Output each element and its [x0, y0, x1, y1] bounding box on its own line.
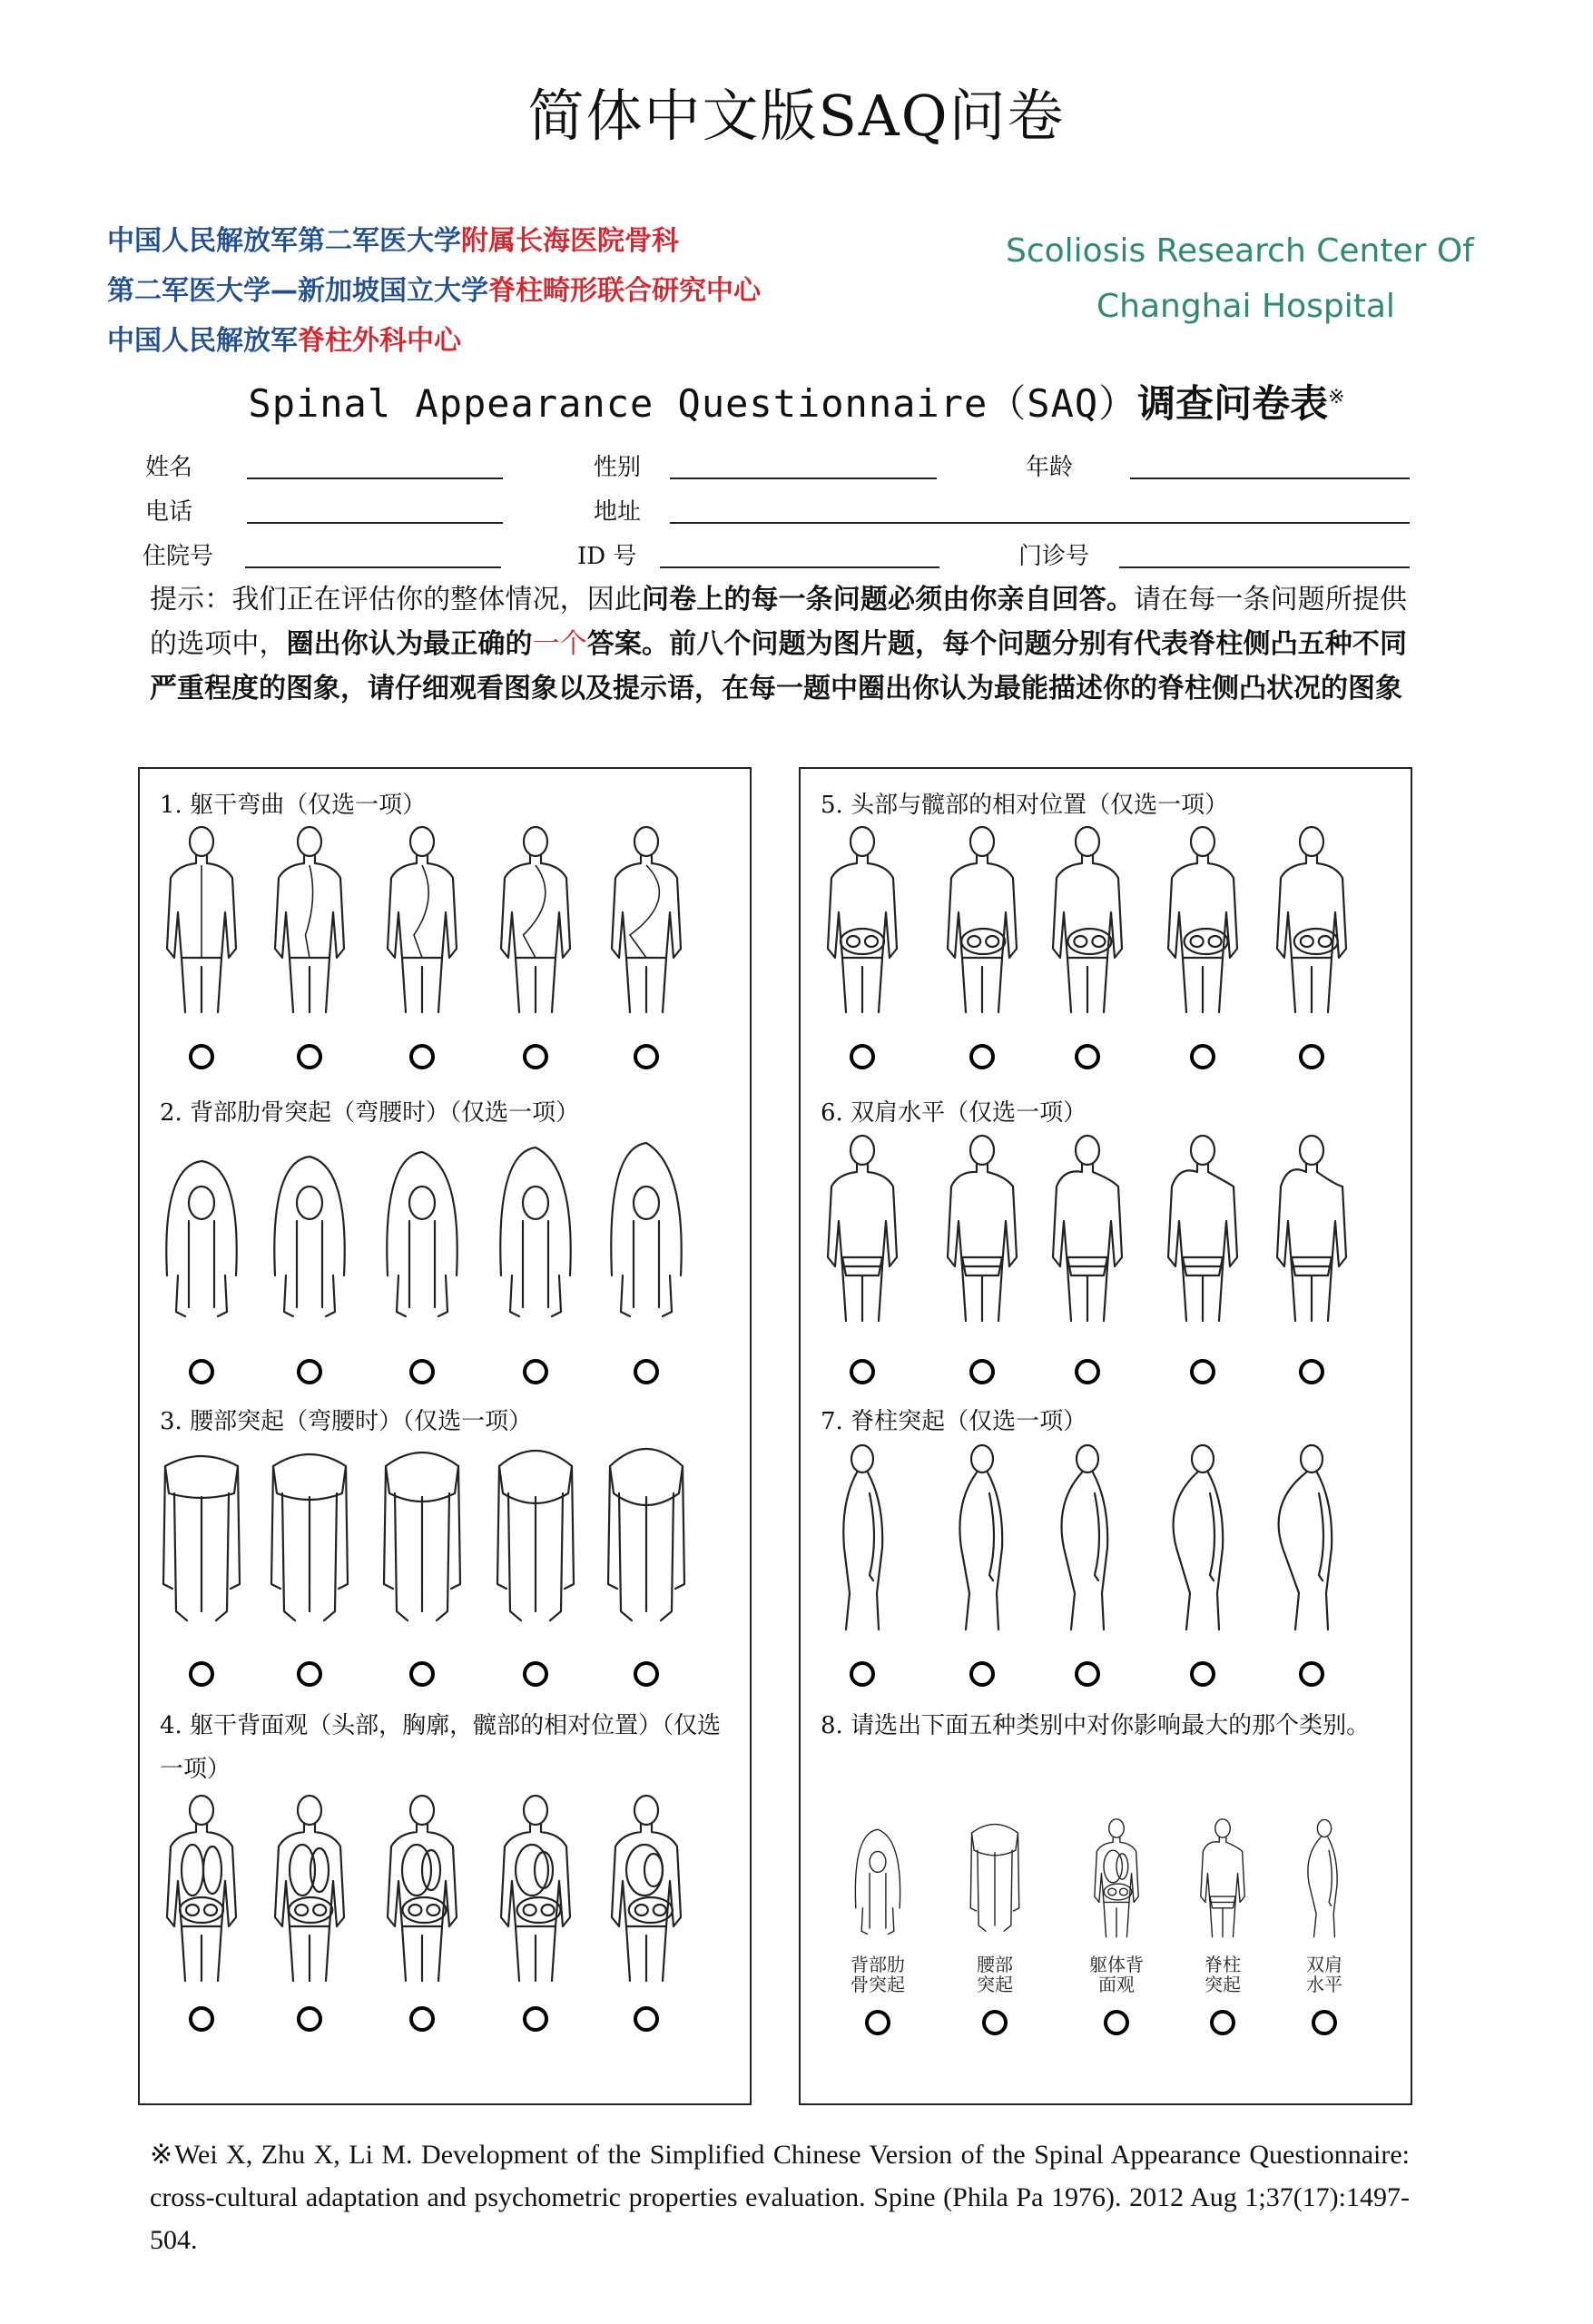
q8-category-4-line-2: 突起: [1205, 1974, 1241, 1995]
q7-option-5-radio[interactable]: [1299, 1661, 1324, 1687]
q6-figure-3: [1044, 1130, 1131, 1330]
affiliation-3-part-b: 脊柱外科中心: [298, 325, 461, 357]
id-no-label: ID 号: [577, 543, 637, 570]
q7-option-3-radio[interactable]: [1075, 1661, 1100, 1687]
q2-option-1-radio[interactable]: [189, 1359, 214, 1384]
q8-figure-2: [959, 1816, 1031, 1943]
q4-figure-4: [492, 1790, 579, 1990]
q5-option-2-radio[interactable]: [969, 1044, 995, 1069]
outpatient-no-field[interactable]: [1119, 566, 1410, 568]
q8-option-4-radio[interactable]: [1210, 2010, 1235, 2035]
q8-category-2: [954, 1955, 1036, 1994]
q1-figure-1: [158, 822, 245, 1021]
instructions-p3: 请在每一条问题所提供的选项中，: [150, 584, 1408, 660]
q5-figure-3: [1044, 822, 1131, 1021]
q8-category-1-line-1: 背部肋: [851, 1954, 905, 1975]
q5-option-5-radio[interactable]: [1299, 1044, 1324, 1069]
affiliation-1-part-b: 附属长海医院骨科: [461, 225, 679, 257]
name-field[interactable]: [247, 478, 503, 479]
q3-option-1-radio[interactable]: [189, 1661, 214, 1687]
q8-category-2-line-1: 腰部: [977, 1954, 1013, 1975]
form-title: [0, 374, 1593, 428]
q8-figure-1: [841, 1816, 914, 1943]
q4-option-5-radio[interactable]: [634, 2006, 659, 2032]
q3-option-5-radio[interactable]: [634, 1661, 659, 1687]
q8-figure-3: [1080, 1816, 1153, 1943]
q2-option-5-radio[interactable]: [634, 1359, 659, 1384]
q8-category-5: [1283, 1955, 1365, 1994]
q8-option-3-radio[interactable]: [1104, 2010, 1129, 2035]
affiliation-line-3: [107, 318, 461, 358]
address-field[interactable]: [670, 522, 1410, 524]
q8-option-1-radio[interactable]: [865, 2010, 890, 2035]
q4-figure-1: [158, 1790, 245, 1990]
age-field[interactable]: [1130, 478, 1410, 479]
q8-figure-4: [1186, 1816, 1259, 1943]
q6-option-5-radio[interactable]: [1299, 1359, 1324, 1384]
phone-field[interactable]: [247, 522, 503, 524]
q6-option-4-radio[interactable]: [1190, 1359, 1215, 1384]
q1-figure-5: [603, 822, 690, 1021]
instructions-lead: 提示：: [150, 584, 232, 615]
q7-figure-5: [1268, 1439, 1355, 1639]
q7-figure-1: [819, 1439, 906, 1639]
q4-figure-3: [379, 1790, 466, 1990]
address-label: 地址: [594, 498, 642, 526]
q2-figure-5: [603, 1130, 690, 1330]
q7-option-2-radio[interactable]: [969, 1661, 995, 1687]
q8-category-5-line-1: 双肩: [1306, 1954, 1342, 1975]
q5-figure-4: [1159, 822, 1246, 1021]
q3-figure-3: [379, 1439, 466, 1639]
q5-figure-1: [819, 822, 906, 1021]
form-title-cn: 调查问卷表: [1137, 381, 1329, 426]
q4-option-4-radio[interactable]: [523, 2006, 548, 2032]
q6-figure-5: [1268, 1130, 1355, 1330]
q8-category-3-line-1: 躯体背: [1089, 1954, 1144, 1975]
q2-figure-4: [492, 1130, 579, 1330]
question-5-title: 5. 头部与髋部的相对位置（仅选一项）: [821, 792, 1229, 819]
q8-category-4: [1182, 1955, 1264, 1994]
q4-figure-2: [266, 1790, 353, 1990]
q8-category-2-line-2: 突起: [977, 1974, 1013, 1995]
q6-option-1-radio[interactable]: [850, 1359, 875, 1384]
q6-option-2-radio[interactable]: [969, 1359, 995, 1384]
gender-field[interactable]: [670, 478, 937, 479]
q8-option-5-radio[interactable]: [1312, 2010, 1337, 2035]
q5-figure-5: [1268, 822, 1355, 1021]
question-1-title: 1. 躯干弯曲（仅选一项）: [160, 792, 427, 819]
question-4-title: 4. 躯干背面观（头部，胸廓，髋部的相对位置）（仅选一项）: [160, 1712, 722, 1783]
affiliation-2-part-a: 第二军医大学—新加坡国立大学: [107, 275, 488, 307]
q5-option-1-radio[interactable]: [850, 1044, 875, 1069]
phone-label: 电话: [145, 498, 193, 526]
question-6-title: 6. 双肩水平（仅选一项）: [821, 1099, 1087, 1127]
instructions-p2: 问卷上的每一条问题必须由你亲自回答。: [642, 584, 1135, 615]
affiliation-line-2: [107, 268, 761, 308]
q3-option-4-radio[interactable]: [523, 1661, 548, 1687]
q3-option-2-radio[interactable]: [297, 1661, 322, 1687]
q6-figure-2: [939, 1130, 1026, 1330]
form-title-en: Spinal Appearance Questionnaire（SAQ）: [248, 381, 1138, 426]
q4-option-2-radio[interactable]: [297, 2006, 322, 2032]
age-label: 年龄: [1026, 454, 1074, 481]
q1-option-3-radio[interactable]: [409, 1044, 435, 1069]
instructions-text: [150, 577, 1407, 711]
name-label: 姓名: [145, 454, 193, 481]
affiliation-1-part-a: 中国人民解放军第二军医大学: [107, 225, 461, 257]
q8-category-1: [837, 1955, 919, 1994]
q6-figure-4: [1159, 1130, 1246, 1330]
citation-footnote: ※Wei X, Zhu X, Li M. Development of the Simplified Chinese Version of the Spinal Appearance Questionnaire: cross-cultural adaptation and psychometric properties evaluation. Spine (Phila Pa 1976). 2012 Aug 1;37(17):1497-504.: [150, 2140, 1410, 2255]
outpatient-no-label: 门诊号: [1018, 543, 1090, 570]
inpatient-no-label: 住院号: [143, 543, 214, 570]
q2-option-3-radio[interactable]: [409, 1359, 435, 1384]
center-logo-line-2: Changhai Hospital: [1096, 288, 1395, 325]
question-7-title: 7. 脊柱突起（仅选一项）: [821, 1408, 1087, 1435]
q1-option-2-radio[interactable]: [297, 1044, 322, 1069]
instructions-p6: 答案。前八个问题为图片题，每个问题分别有代表脊柱侧凸五种不同严重程度的图象，请仔细观看图象以及提示语，在每一题中圈出你认为最能描述你的脊柱侧凸状况的图象: [150, 628, 1408, 704]
q7-figure-2: [939, 1439, 1026, 1639]
instructions-p5: 一个: [532, 628, 587, 660]
q1-figure-3: [379, 822, 466, 1021]
q5-option-4-radio[interactable]: [1190, 1044, 1215, 1069]
q2-figure-3: [379, 1130, 466, 1330]
q5-figure-2: [939, 822, 1026, 1021]
q1-figure-4: [492, 822, 579, 1021]
question-3-title: 3. 腰部突起（弯腰时）（仅选一项）: [160, 1408, 533, 1435]
q1-option-4-radio[interactable]: [523, 1044, 548, 1069]
page-title: 简体中文版SAQ问卷: [527, 83, 1066, 149]
q8-category-3-line-2: 面观: [1098, 1974, 1135, 1995]
question-2-title: 2. 背部肋骨突起（弯腰时）（仅选一项）: [160, 1099, 580, 1127]
instructions-p1: 我们正在评估你的整体情况，因此: [231, 584, 643, 615]
q4-option-3-radio[interactable]: [409, 2006, 435, 2032]
q5-option-3-radio[interactable]: [1075, 1044, 1100, 1069]
q8-figure-5: [1288, 1816, 1361, 1943]
q8-category-4-line-1: 脊柱: [1205, 1954, 1241, 1975]
q6-figure-1: [819, 1130, 906, 1330]
q1-option-1-radio[interactable]: [189, 1044, 214, 1069]
affiliation-3-part-a: 中国人民解放军: [107, 325, 298, 357]
q7-figure-4: [1159, 1439, 1246, 1639]
q8-option-2-radio[interactable]: [982, 2010, 1008, 2035]
affiliation-2-part-b: 脊柱畸形联合研究中心: [488, 275, 761, 307]
q3-figure-5: [603, 1439, 690, 1639]
q1-figure-2: [266, 822, 353, 1021]
q7-option-1-radio[interactable]: [850, 1661, 875, 1687]
inpatient-no-field[interactable]: [245, 566, 501, 568]
q3-figure-4: [492, 1439, 579, 1639]
question-8-title: 8. 请选出下面五种类别中对你影响最大的那个类别。: [821, 1712, 1371, 1739]
q7-option-4-radio[interactable]: [1190, 1661, 1215, 1687]
q4-figure-5: [603, 1790, 690, 1990]
instructions-p4: 圈出你认为最正确的: [286, 628, 533, 660]
q7-figure-3: [1044, 1439, 1131, 1639]
q2-figure-1: [158, 1130, 245, 1330]
gender-label: 性别: [594, 454, 642, 481]
affiliation-line-1: [107, 218, 679, 258]
q3-option-3-radio[interactable]: [409, 1661, 435, 1687]
q2-option-4-radio[interactable]: [523, 1359, 548, 1384]
q6-option-3-radio[interactable]: [1075, 1359, 1100, 1384]
q8-category-3: [1076, 1955, 1157, 1994]
q8-category-1-line-2: 骨突起: [851, 1974, 905, 1995]
q2-figure-2: [266, 1130, 353, 1330]
q1-option-5-radio[interactable]: [634, 1044, 659, 1069]
q3-figure-2: [266, 1439, 353, 1639]
q8-category-5-line-2: 水平: [1306, 1974, 1342, 1995]
q2-option-2-radio[interactable]: [297, 1359, 322, 1384]
footnote-mark: ※: [1328, 386, 1345, 409]
center-logo-line-1: Scoliosis Research Center Of: [1006, 232, 1474, 270]
q4-option-1-radio[interactable]: [189, 2006, 214, 2032]
q3-figure-1: [158, 1439, 245, 1639]
id-no-field[interactable]: [660, 566, 939, 568]
